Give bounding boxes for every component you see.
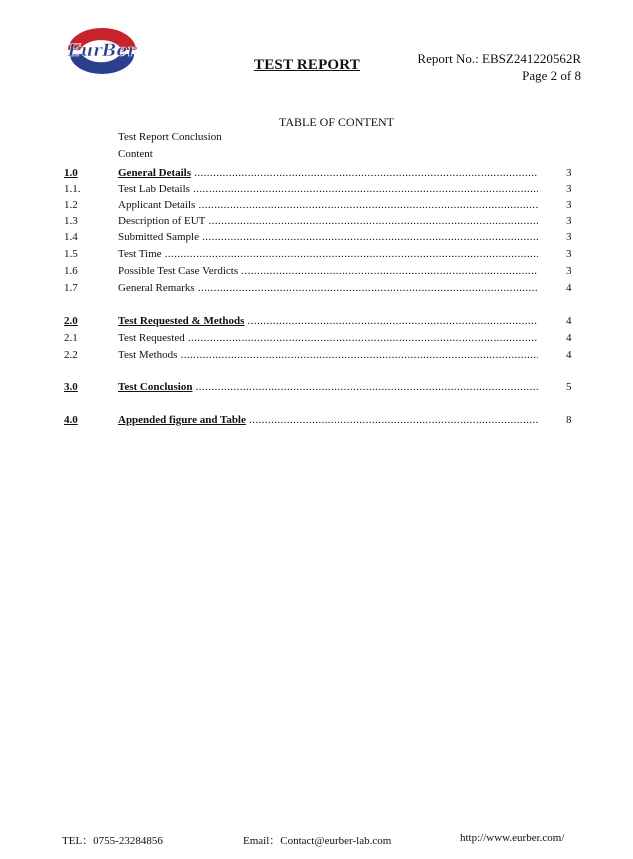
- toc-entry-label: General Remarks: [118, 282, 195, 294]
- toc-entry-number: 1.2: [64, 199, 78, 211]
- toc-entry-title: [118, 214, 538, 228]
- toc-entry-label: Test Lab Details: [118, 183, 190, 195]
- toc-entry-title: [118, 331, 538, 345]
- toc-entry-title: [118, 182, 538, 196]
- toc-intro-conclusion: Test Report Conclusion: [118, 131, 222, 143]
- toc-entry-title: [118, 380, 538, 394]
- toc-entry-title: [118, 348, 538, 362]
- toc-entry-page: 3: [566, 167, 572, 179]
- toc-entry-number: 1.1.: [64, 183, 81, 195]
- toc-entry-page: 3: [566, 248, 572, 260]
- toc-entry-page: 5: [566, 381, 572, 393]
- toc-entry-number: 4.0: [64, 414, 78, 426]
- toc-entry[interactable]: [0, 264, 633, 278]
- toc-entry[interactable]: [0, 380, 633, 394]
- toc-intro-content: Content: [118, 148, 153, 160]
- toc-entry-label: Applicant Details: [118, 199, 196, 211]
- toc-entry[interactable]: [0, 413, 633, 427]
- toc-entry[interactable]: [0, 166, 633, 180]
- toc-entry[interactable]: [0, 348, 633, 362]
- toc-entry-label: Submitted Sample: [118, 231, 199, 243]
- toc-entry-number: 1.5: [64, 248, 78, 260]
- toc-entry[interactable]: [0, 331, 633, 345]
- svg-text:EurBer: EurBer: [67, 41, 137, 61]
- toc-entry-title: [118, 247, 538, 261]
- toc-entry-label: Test Methods: [118, 349, 178, 361]
- report-number-block: [417, 50, 581, 84]
- toc-entry-number: 2.2: [64, 349, 78, 361]
- toc-entry-title: [118, 314, 538, 328]
- toc-entry-number: 2.1: [64, 332, 78, 344]
- toc-entry-title: [118, 413, 538, 427]
- toc-entry-page: 3: [566, 215, 572, 227]
- toc-entry-title: [118, 198, 538, 212]
- toc-entry-page: 4: [566, 282, 572, 294]
- company-logo: [62, 28, 142, 74]
- toc-entry-page: 3: [566, 231, 572, 243]
- toc-entry[interactable]: [0, 247, 633, 261]
- eurber-logo-icon: [62, 28, 142, 74]
- toc-entry-title: [118, 166, 538, 180]
- toc-entry-page: 3: [566, 265, 572, 277]
- toc-entry-label: Test Requested & Methods: [118, 315, 245, 327]
- toc-entry-number: 1.7: [64, 282, 78, 294]
- toc-entry-label: Possible Test Case Verdicts: [118, 265, 239, 277]
- toc-entry[interactable]: [0, 182, 633, 196]
- toc-entry-title: [118, 281, 538, 295]
- toc-entry-label: General Details: [118, 167, 192, 179]
- toc-heading: TABLE OF CONTENT: [278, 115, 395, 129]
- toc-entry-page: 4: [566, 332, 572, 344]
- footer-email: Email：Contact@eurber-lab.com: [243, 835, 392, 847]
- toc-entry-number: 2.0: [64, 315, 78, 327]
- toc-entry[interactable]: [0, 281, 633, 295]
- footer-tel: TEL：0755-23284856: [62, 835, 163, 847]
- toc-entry-page: 4: [566, 349, 572, 361]
- toc-entry[interactable]: [0, 314, 633, 328]
- toc-entry[interactable]: [0, 230, 633, 244]
- toc-entry-title: [118, 264, 538, 278]
- report-number: Report No.: EBSZ241220562R: [417, 51, 581, 66]
- toc-entry[interactable]: [0, 214, 633, 228]
- toc-entry-label: Description of EUT: [118, 215, 206, 227]
- toc-entry-number: 1.0: [64, 167, 78, 179]
- toc-entry-page: 8: [566, 414, 572, 426]
- toc-entry-title: [118, 230, 538, 244]
- toc-entry-page: 3: [566, 199, 572, 211]
- page-indicator: Page 2 of 8: [522, 68, 581, 83]
- toc-entry-label: Test Conclusion: [118, 381, 193, 393]
- footer-website: http://www.eurber.com/: [460, 832, 565, 844]
- toc-entry-page: 4: [566, 315, 572, 327]
- toc-entry-number: 1.3: [64, 215, 78, 227]
- report-title: TEST REPORT: [254, 57, 361, 73]
- toc-entry-label: Test Time: [118, 248, 162, 260]
- toc-entry-label: Test Requested: [118, 332, 185, 344]
- toc-entry-number: 1.6: [64, 265, 78, 277]
- toc-entry-page: 3: [566, 183, 572, 195]
- toc-entry[interactable]: [0, 198, 633, 212]
- toc-entry-number: 1.4: [64, 231, 78, 243]
- toc-entry-number: 3.0: [64, 381, 78, 393]
- toc-entry-label: Appended figure and Table: [118, 414, 246, 426]
